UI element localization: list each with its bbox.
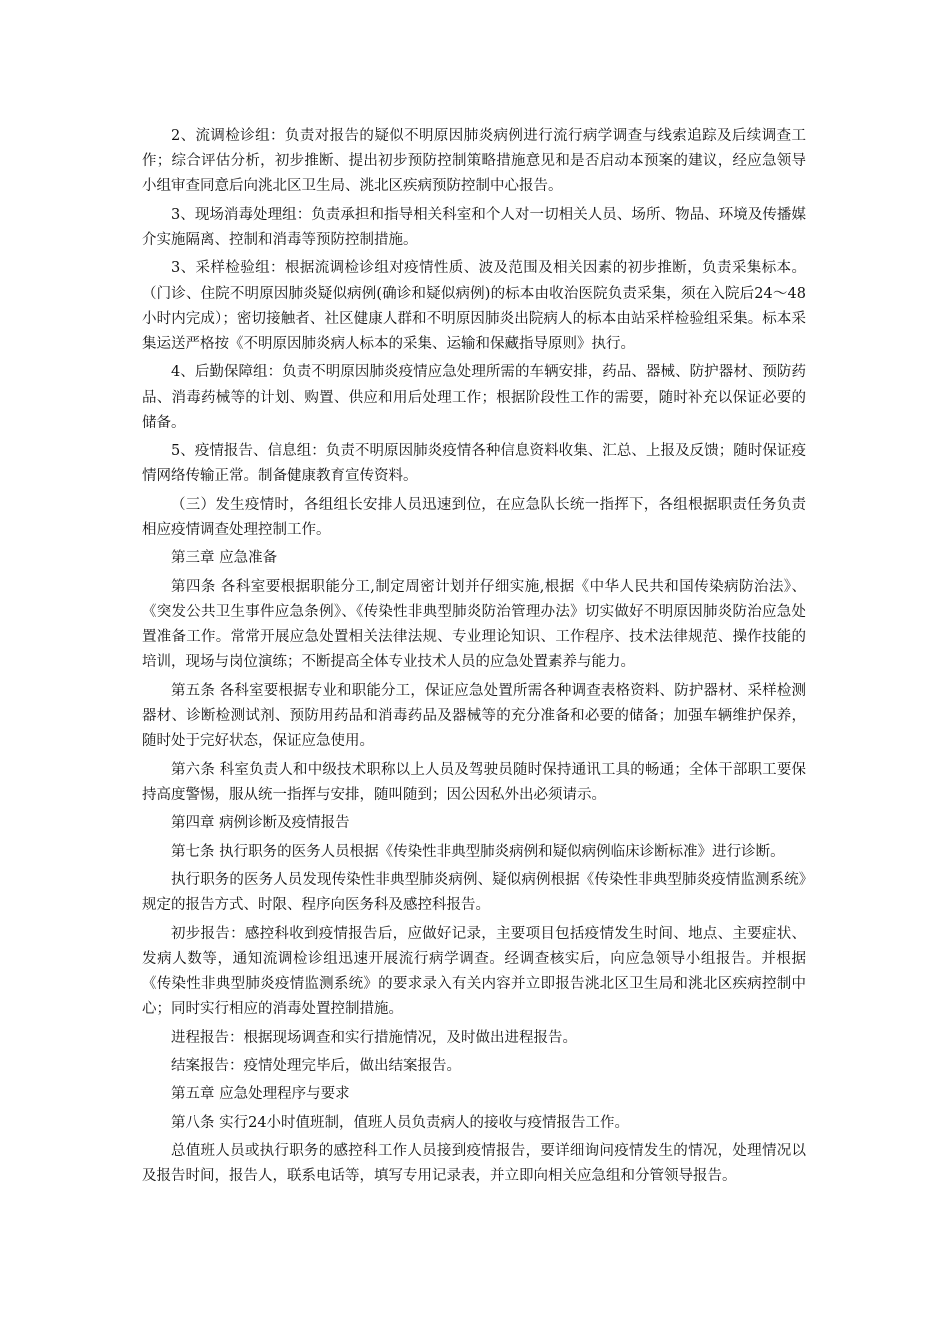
paragraph-closing-report: 结案报告：疫情处理完毕后，做出结案报告。 bbox=[171, 1057, 461, 1074]
paragraph-progress-report: 进程报告：根据现场调查和实行措施情况，及时做出进程报告。 bbox=[171, 1029, 577, 1046]
paragraph-reporting-procedure: 执行职务的医务人员发现传染性非典型肺炎病例、疑似病例根据《传染性非典型肺炎疫情监测系统》规定的报告方式、时限、程序向医务科及感控科报告。 bbox=[142, 871, 806, 914]
article-8: 第八条 实行24小时值班制，值班人员负责病人的接收与疫情报告工作。 bbox=[171, 1114, 630, 1131]
paragraph-duty-staff: 总值班人员或执行职务的感控科工作人员接到疫情报告，要详细询问疫情发生的情况，处理情况以及报告时间，报告人，联系电话等，填写专用记录表，并立即向相关应急组和分管领导报告。 bbox=[142, 1143, 806, 1185]
paragraph-team-disinfection: 3、现场消毒处理组：负责承担和指导相关科室和个人对一切相关人员、场所、物品、环境及传播媒介实施隔离、控制和消毒等预防控制措施。 bbox=[142, 206, 806, 248]
article-7: 第七条 执行职务的医务人员根据《传染性非典型肺炎病例和疑似病例临床诊断标准》进行诊断。 bbox=[171, 843, 785, 860]
chapter-heading-3: 第三章 应急准备 bbox=[171, 550, 278, 567]
paragraph-team-logistics: 4、后勤保障组：负责不明原因肺炎疫情应急处理所需的车辆安排，药品、器械、防护器材、预防药品、消毒药械等的计划、购置、供应和用后处理工作；根据阶段性工作的需要，随时补充以保证必要的储备。 bbox=[142, 364, 806, 431]
article-6: 第六条 科室负责人和中级技术职称以上人员及驾驶员随时保持通讯工具的畅通；全体干部职工要保持高度警惕，服从统一指挥与安排，随叫随到；因公因私外出必须请示。 bbox=[142, 761, 806, 803]
paragraph-team-sampling: 3、采样检验组：根据流调检诊组对疫情性质、波及范围及相关因素的初步推断，负责采集标本。（门诊、住院不明原因肺炎疑似病例(确诊和疑似病例)的标本由收治医院负责采集，须在入院后24～48小时内完成）；密切接触者、社区健康人群和不明原因肺炎出院病人的标本由站采样检验组采集。标本采集运送严格按《不明原因肺炎病人标本的采集、运输和保藏指导原则》执行。 bbox=[142, 260, 806, 352]
paragraph-team-reporting: 5、疫情报告、信息组：负责不明原因肺炎疫情各种信息资料收集、汇总、上报及反馈；随时保证疫情网络传输正常。制备健康教育宣传资料。 bbox=[142, 443, 806, 485]
chapter-heading-4: 第四章 病例诊断及疫情报告 bbox=[171, 815, 350, 832]
paragraph-outbreak-response: （三）发生疫情时，各组组长安排人员迅速到位，在应急队长统一指挥下，各组根据职责任务负责相应疫情调查处理控制工作。 bbox=[142, 496, 806, 538]
article-5: 第五条 各科室要根据专业和职能分工，保证应急处置所需各种调查表格资料、防护器材、采样检测器材、诊断检测试剂、预防用药品和消毒药品及器械等的充分准备和必要的储备；加强车辆维护保养，随时处于完好状态，保证应急使用。 bbox=[142, 682, 806, 750]
chapter-heading-5: 第五章 应急处理程序与要求 bbox=[171, 1086, 350, 1103]
paragraph-initial-report: 初步报告：感控科收到疫情报告后，应做好记录，主要项目包括疫情发生时间、地点、主要症状、发病人数等，通知流调检诊组迅速开展流行病学调查。经调查核实后，向应急领导小组报告。并根据《传染性非典型肺炎疫情监测系统》的要求录入有关内容并立即报告洮北区卫生局和洮北区疾病控制中心；同时实行相应的消毒处置控制措施。 bbox=[142, 925, 806, 1018]
paragraph-team-epidemiology: 2、流调检诊组：负责对报告的疑似不明原因肺炎病例进行流行病学调查与线索追踪及后续调查工作；综合评估分析，初步推断、提出初步预防控制策略措施意见和是否启动本预案的建议，经应急领导小组审查同意后向洮北区卫生局、洮北区疾病预防控制中心报告。 bbox=[142, 128, 806, 195]
document-body bbox=[142, 124, 806, 1193]
article-4: 第四条 各科室要根据职能分工,制定周密计划并仔细实施,根据《中华人民共和国传染病防治法》、《突发公共卫生事件应急条例》、《传染性非典型肺炎防治管理办法》切实做好不明原因肺炎防治应急处置准备工作。常常开展应急处置相关法律法规、专业理论知识、工作程序、技术法律规范、操作技能的培训，现场与岗位演练；不断提高全体专业技术人员的应急处置素养与能力。 bbox=[142, 578, 806, 671]
